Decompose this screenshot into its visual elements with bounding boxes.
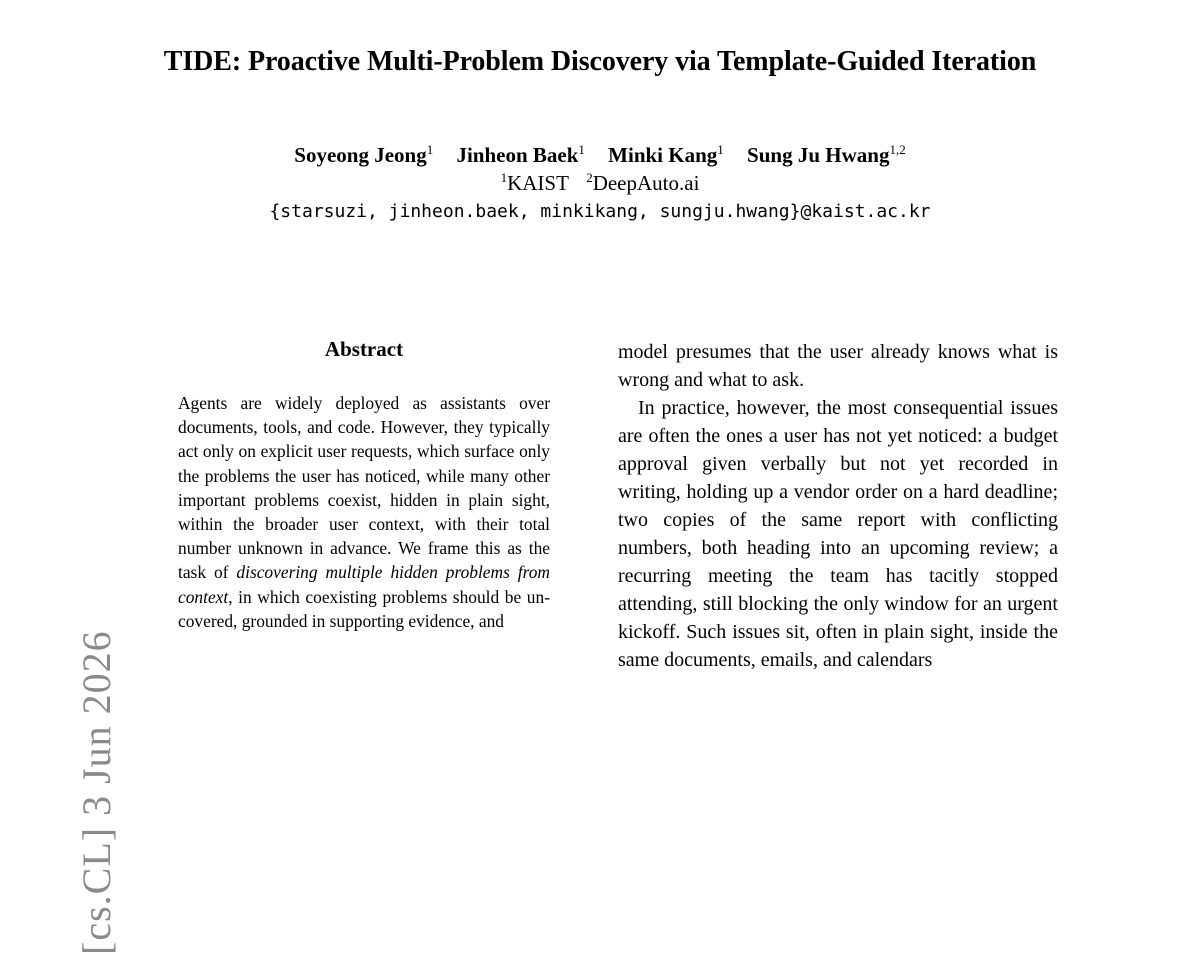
affiliation-list: [0, 170, 1200, 196]
author-4: Sung Ju Hwang$^{1,2}$: [747, 142, 906, 167]
intro-paragraph-2: In practice, however, the most consequential issues are often the ones a user has not yet noticed: a budget approval given verbally but not yet recorded in writing, holding up a vendor order on a hard deadline; two copies of the same report with conflicting numbers, both heading into an upcoming review; a recurring meeting the team has tacitly stopped attending, still blocking the only window for an urgent kickoff. Such issues sit, often in plain sight, inside the same documents, emails, and calendars: [618, 397, 1058, 671]
arxiv-stamp-text: [cs.CL] 3 Jun 2026: [74, 630, 119, 955]
abstract-heading: Abstract: [324, 337, 404, 361]
author-2: Jinheon Baek$^1$: [456, 142, 585, 167]
abstract-emphasis: discovering multiple hidden problems from context: [178, 562, 550, 607]
abstract-body: [178, 391, 550, 633]
author-3: Minki Kang$^1$: [608, 142, 724, 167]
intro-paragraph-1: model presumes that the user already knows what is wrong and what to ask.: [618, 341, 1058, 391]
arxiv-stamp: [27, 395, 119, 955]
author-1: Soyeong Jeong$^1$: [294, 142, 434, 167]
abstract-paragraph: Agents are widely deployed as assistants over documents, tools, and code. However, they typically act only on explicit user requests, which surface only the problems the user has noticed, while many other important problems coexist, hidden in plain sight, within the broader user context, with their total number unknown in advance. We frame this as the task of discovering multiple hidden problems from context, in which coexisting problems should be uncovered, grounded in supporting evidence, and: [178, 393, 550, 631]
paper-title: TIDE: Proactive Multi-Problem Discovery via Template-Guided Iteration: [163, 46, 1037, 77]
affiliation-1: $^1$KAIST: [500, 170, 569, 195]
author-emails: {starsuzi, jinheon.baek, minkikang, sungju.hwang}@kaist.ac.kr: [269, 201, 931, 222]
intro-column: [618, 338, 1058, 674]
affiliation-2: $^2$DeepAuto.ai: [586, 170, 700, 195]
author-list: [0, 141, 1200, 169]
